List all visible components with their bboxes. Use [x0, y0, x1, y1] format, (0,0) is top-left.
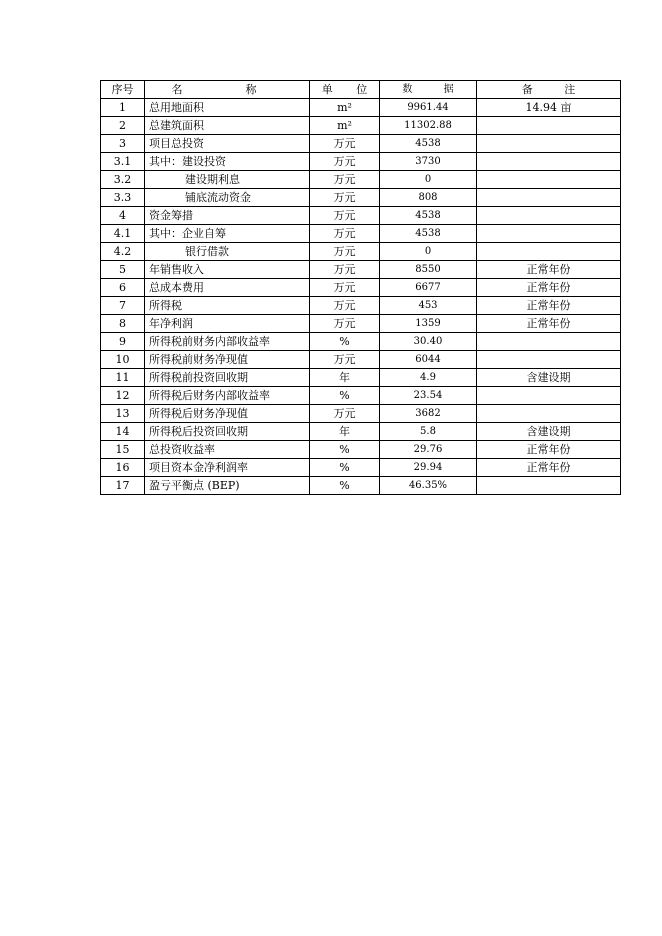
row-name: 总投资收益率	[145, 441, 310, 459]
row-unit: m²	[310, 117, 380, 135]
row-unit: 万元	[310, 279, 380, 297]
table-row	[101, 333, 621, 351]
row-value: 4538	[380, 135, 477, 153]
row-unit: 年	[310, 423, 380, 441]
row-unit: 万元	[310, 243, 380, 261]
row-no: 6	[101, 279, 145, 297]
row-unit: %	[310, 459, 380, 477]
row-name: 所得税后财务净现值	[145, 405, 310, 423]
row-value: 1359	[380, 315, 477, 333]
row-unit: 万元	[310, 351, 380, 369]
indicator-table	[100, 80, 621, 495]
header-no: 序号	[101, 81, 145, 99]
row-name: 所得税后财务内部收益率	[145, 387, 310, 405]
header-name: 名 称	[145, 81, 310, 99]
row-name: 项目资本金净利润率	[145, 459, 310, 477]
row-note: 正常年份	[477, 279, 621, 297]
row-value: 0	[380, 171, 477, 189]
row-no: 17	[101, 477, 145, 495]
row-no: 4.1	[101, 225, 145, 243]
table-row	[101, 189, 621, 207]
row-unit: %	[310, 477, 380, 495]
row-unit: m²	[310, 99, 380, 117]
table-row	[101, 117, 621, 135]
row-no: 3.3	[101, 189, 145, 207]
row-no: 4	[101, 207, 145, 225]
row-unit: 万元	[310, 207, 380, 225]
row-unit: %	[310, 441, 380, 459]
table-body	[101, 99, 621, 495]
row-value: 0	[380, 243, 477, 261]
table-header-row	[101, 81, 621, 99]
row-name: 其中：建设投资	[145, 153, 310, 171]
row-name: 总建筑面积	[145, 117, 310, 135]
row-name: 资金筹措	[145, 207, 310, 225]
table-row	[101, 387, 621, 405]
row-note	[477, 135, 621, 153]
table-row	[101, 225, 621, 243]
row-value: 46.35%	[380, 477, 477, 495]
row-name: 其中：企业自筹	[145, 225, 310, 243]
table-row	[101, 351, 621, 369]
row-name: 总用地面积	[145, 99, 310, 117]
row-name: 银行借款	[145, 243, 310, 261]
row-note: 含建设期	[477, 369, 621, 387]
table-row	[101, 441, 621, 459]
row-value: 29.94	[380, 459, 477, 477]
row-note	[477, 351, 621, 369]
row-note	[477, 153, 621, 171]
row-unit: 万元	[310, 171, 380, 189]
row-no: 2	[101, 117, 145, 135]
row-note: 正常年份	[477, 315, 621, 333]
table-row	[101, 369, 621, 387]
row-value: 8550	[380, 261, 477, 279]
row-value: 29.76	[380, 441, 477, 459]
table-row	[101, 315, 621, 333]
table-row	[101, 423, 621, 441]
row-note	[477, 243, 621, 261]
row-no: 11	[101, 369, 145, 387]
row-value: 453	[380, 297, 477, 315]
indicator-table-container	[100, 80, 590, 495]
row-name: 所得税前财务内部收益率	[145, 333, 310, 351]
row-name: 所得税	[145, 297, 310, 315]
row-no: 8	[101, 315, 145, 333]
table-row	[101, 477, 621, 495]
row-no: 10	[101, 351, 145, 369]
row-value: 30.40	[380, 333, 477, 351]
row-unit: 万元	[310, 153, 380, 171]
row-note: 含建设期	[477, 423, 621, 441]
row-note	[477, 333, 621, 351]
row-value: 4.9	[380, 369, 477, 387]
row-no: 14	[101, 423, 145, 441]
row-unit: 万元	[310, 135, 380, 153]
row-name: 年净利润	[145, 315, 310, 333]
row-no: 3.2	[101, 171, 145, 189]
table-row	[101, 99, 621, 117]
row-note: 正常年份	[477, 261, 621, 279]
row-value: 5.8	[380, 423, 477, 441]
row-note	[477, 117, 621, 135]
row-note	[477, 387, 621, 405]
row-unit: 万元	[310, 315, 380, 333]
row-name: 所得税前投资回收期	[145, 369, 310, 387]
row-note: 正常年份	[477, 459, 621, 477]
row-value: 6677	[380, 279, 477, 297]
row-value: 9961.44	[380, 99, 477, 117]
row-note	[477, 477, 621, 495]
row-name: 年销售收入	[145, 261, 310, 279]
row-no: 15	[101, 441, 145, 459]
table-row	[101, 153, 621, 171]
row-note	[477, 405, 621, 423]
row-unit: 万元	[310, 297, 380, 315]
table-row	[101, 279, 621, 297]
row-unit: 万元	[310, 405, 380, 423]
row-name: 总成本费用	[145, 279, 310, 297]
table-row	[101, 297, 621, 315]
row-name: 所得税前财务净现值	[145, 351, 310, 369]
row-note: 正常年份	[477, 441, 621, 459]
row-note	[477, 189, 621, 207]
table-row	[101, 207, 621, 225]
row-value: 4538	[380, 207, 477, 225]
row-unit: 万元	[310, 189, 380, 207]
row-value: 23.54	[380, 387, 477, 405]
row-no: 4.2	[101, 243, 145, 261]
row-no: 16	[101, 459, 145, 477]
row-no: 3.1	[101, 153, 145, 171]
row-unit: %	[310, 387, 380, 405]
row-value: 3730	[380, 153, 477, 171]
row-name: 项目总投资	[145, 135, 310, 153]
row-unit: %	[310, 333, 380, 351]
row-note: 14.94 亩	[477, 99, 621, 117]
row-name: 盈亏平衡点 (BEP)	[145, 477, 310, 495]
table-row	[101, 405, 621, 423]
row-unit: 万元	[310, 261, 380, 279]
table-row	[101, 261, 621, 279]
row-unit: 万元	[310, 225, 380, 243]
row-value: 11302.88	[380, 117, 477, 135]
row-value: 6044	[380, 351, 477, 369]
row-no: 1	[101, 99, 145, 117]
row-value: 808	[380, 189, 477, 207]
header-note: 备 注	[477, 81, 621, 99]
row-note: 正常年份	[477, 297, 621, 315]
row-note	[477, 171, 621, 189]
row-no: 12	[101, 387, 145, 405]
row-note	[477, 225, 621, 243]
table-row	[101, 243, 621, 261]
row-note	[477, 207, 621, 225]
row-name: 建设期利息	[145, 171, 310, 189]
row-value: 4538	[380, 225, 477, 243]
row-no: 3	[101, 135, 145, 153]
row-name: 所得税后投资回收期	[145, 423, 310, 441]
table-row	[101, 171, 621, 189]
header-value: 数 据	[380, 81, 477, 99]
row-value: 3682	[380, 405, 477, 423]
row-no: 5	[101, 261, 145, 279]
row-no: 13	[101, 405, 145, 423]
header-unit: 单 位	[310, 81, 380, 99]
table-row	[101, 135, 621, 153]
row-name: 铺底流动资金	[145, 189, 310, 207]
row-unit: 年	[310, 369, 380, 387]
table-row	[101, 459, 621, 477]
row-no: 9	[101, 333, 145, 351]
row-no: 7	[101, 297, 145, 315]
